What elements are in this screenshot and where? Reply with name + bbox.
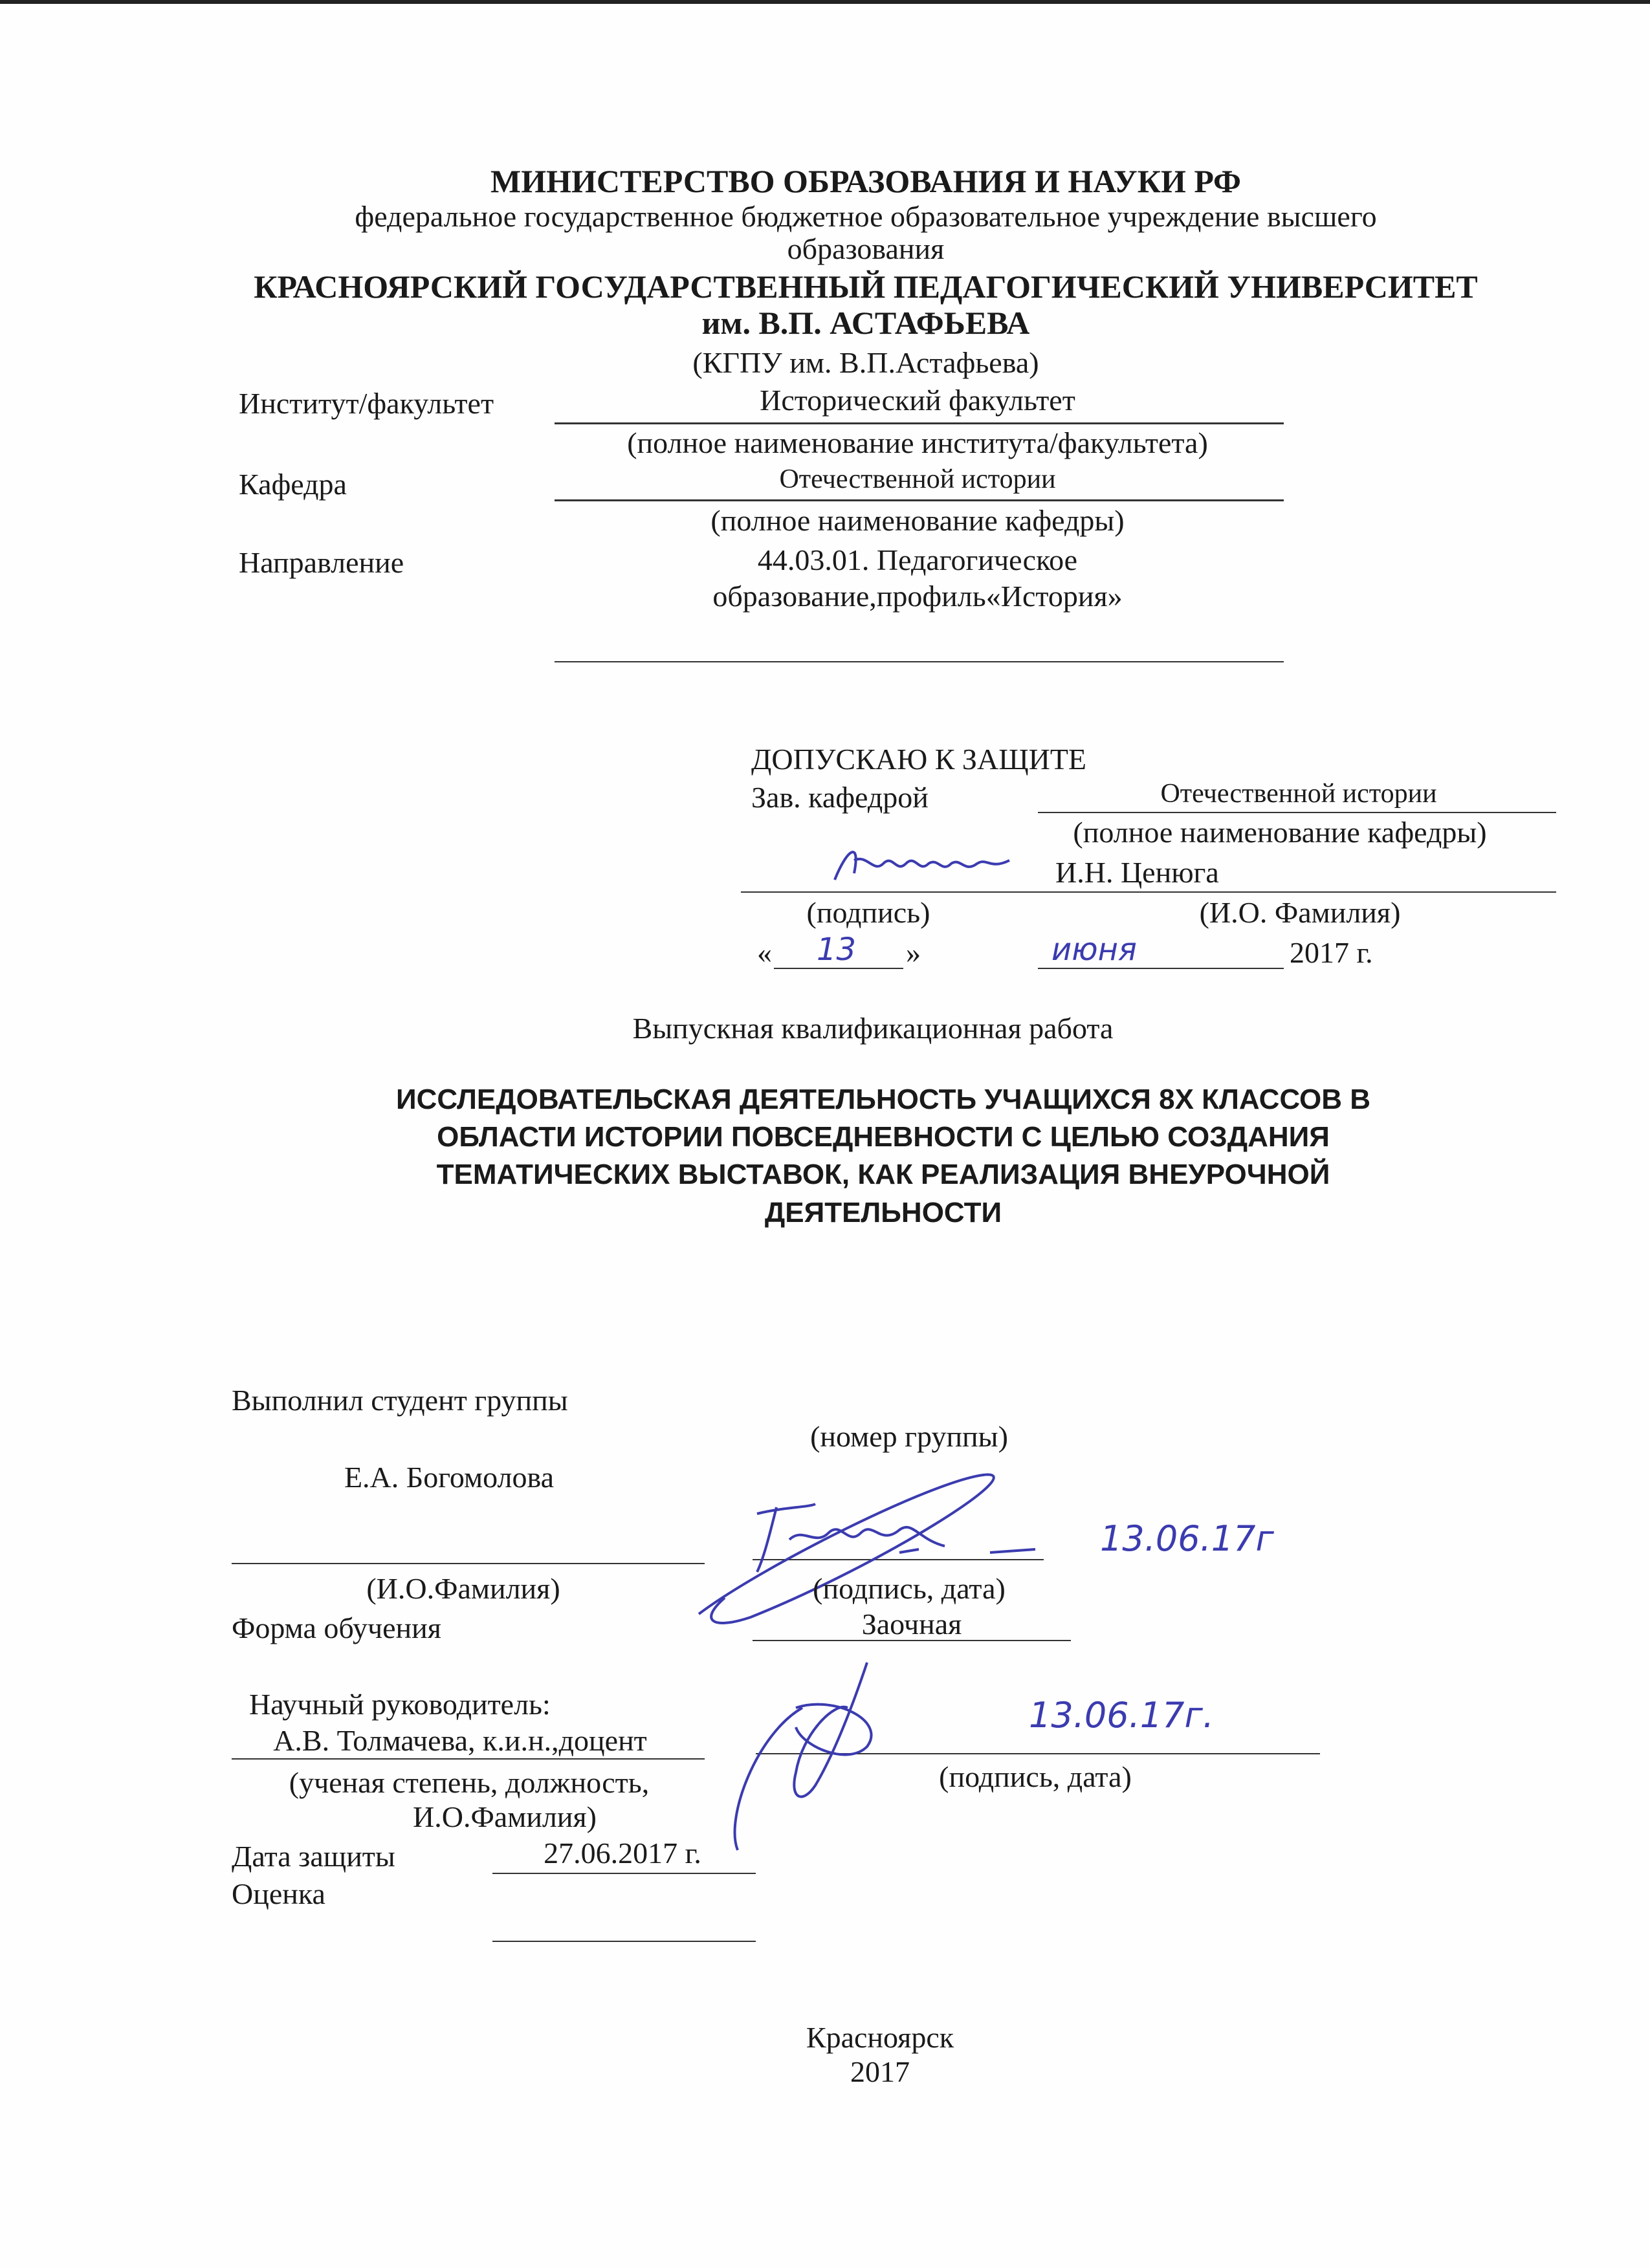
institution-type-cont: образования (787, 232, 945, 265)
direction-value-cont: образование,профиль«История» (712, 580, 1123, 613)
institute-value: Исторический факультет (760, 384, 1075, 417)
quote-open: « (757, 936, 772, 969)
student-name-hint: (И.О.Фамилия) (366, 1572, 560, 1605)
signature-hint: (подпись) (806, 896, 930, 929)
department-value: Отечественной истории (779, 464, 1056, 494)
scan-border (0, 0, 1650, 4)
work-title-line: ДЕЯТЕЛЬНОСТИ (764, 1197, 1002, 1228)
head-department-underline (1038, 812, 1556, 813)
month-underline (1038, 968, 1284, 969)
approval-year: 2017 г. (1290, 936, 1373, 969)
supervisor-signature-hint: (подпись, дата) (939, 1760, 1132, 1793)
day-underline (774, 968, 903, 969)
student-signature-date: 13.06.17г (1100, 1518, 1274, 1559)
supervisor-signature-date: 13.06.17г. (1029, 1695, 1215, 1736)
grade-label: Оценка (232, 1877, 325, 1910)
university-heading: КРАСНОЯРСКИЙ ГОСУДАРСТВЕННЫЙ ПЕДАГОГИЧЕСКИЙ УНИВЕРСИТЕТ (254, 268, 1478, 305)
quote-close: » (906, 936, 921, 969)
head-signature (822, 834, 1016, 893)
institution-type: федеральное государственное бюджетное образовательное учреждение высшего (355, 200, 1377, 233)
supervisor-hint: (ученая степень, должность, (289, 1766, 650, 1799)
institute-hint: (полное наименование института/факультета) (627, 426, 1208, 459)
head-department: Отечественной истории (1160, 779, 1437, 809)
work-type: Выпускная квалификационная работа (632, 1012, 1114, 1045)
direction-label: Направление (239, 546, 404, 579)
group-hint: (номер группы) (810, 1420, 1008, 1453)
department-label: Кафедра (239, 468, 347, 501)
supervisor-name-underline (232, 1758, 705, 1760)
department-hint: (полное наименование кафедры) (710, 504, 1125, 537)
name-hint: (И.О. Фамилия) (1199, 896, 1401, 929)
work-title-line: ИССЛЕДОВАТЕЛЬСКАЯ ДЕЯТЕЛЬНОСТЬ УЧАЩИХСЯ 8Х КЛАССОВ В (395, 1084, 1371, 1115)
defense-date-value: 27.06.2017 г. (544, 1837, 701, 1870)
university-abbreviation: (КГПУ им. В.П.Астафьева) (692, 346, 1039, 379)
head-name: И.Н. Ценюга (1055, 856, 1219, 889)
direction-underline (555, 661, 1284, 662)
approval-heading: ДОПУСКАЮ К ЗАЩИТЕ (751, 743, 1087, 776)
head-label: Зав. кафедрой (751, 781, 929, 814)
supervisor-hint-cont: И.О.Фамилия) (413, 1800, 597, 1833)
grade-underline (492, 1941, 756, 1942)
study-form-value: Заочная (861, 1608, 962, 1641)
work-title-line: ТЕМАТИЧЕСКИХ ВЫСТАВОК, КАК РЕАЛИЗАЦИЯ ВНЕУРОЧНОЙ (436, 1159, 1330, 1190)
direction-value: 44.03.01. Педагогическое (757, 543, 1078, 576)
student-signature-hint: (подпись, дата) (813, 1572, 1006, 1605)
institute-underline (555, 422, 1284, 424)
study-form-underline (753, 1640, 1071, 1641)
approval-month: июня (1051, 932, 1137, 968)
ministry-heading: МИНИСТЕРСТВО ОБРАЗОВАНИЯ И НАУКИ РФ (490, 163, 1241, 199)
supervisor-name: А.В. Толмачева, к.и.н.,доцент (273, 1724, 647, 1757)
student-label: Выполнил студент группы (232, 1384, 568, 1417)
student-name-underline (232, 1563, 705, 1564)
supervisor-signature (718, 1656, 951, 1863)
institute-label: Институт/факультет (239, 387, 494, 420)
footer-city: Красноярск (806, 2021, 954, 2054)
study-form-label: Форма обучения (232, 1611, 441, 1644)
department-underline (555, 499, 1284, 501)
work-title-line: ОБЛАСТИ ИСТОРИИ ПОВСЕДНЕВНОСТИ С ЦЕЛЬЮ СОЗДАНИЯ (437, 1121, 1330, 1153)
defense-date-underline (492, 1873, 756, 1874)
defense-date-label: Дата защиты (232, 1840, 395, 1873)
approval-day: 13 (817, 932, 857, 968)
head-department-hint: (полное наименование кафедры) (1073, 816, 1487, 849)
head-signature-underline (741, 891, 1556, 893)
supervisor-label: Научный руководитель: (249, 1688, 551, 1721)
footer-year: 2017 (850, 2055, 910, 2088)
student-name: Е.А. Богомолова (344, 1461, 555, 1494)
university-name: им. В.П. АСТАФЬЕВА (701, 305, 1030, 341)
